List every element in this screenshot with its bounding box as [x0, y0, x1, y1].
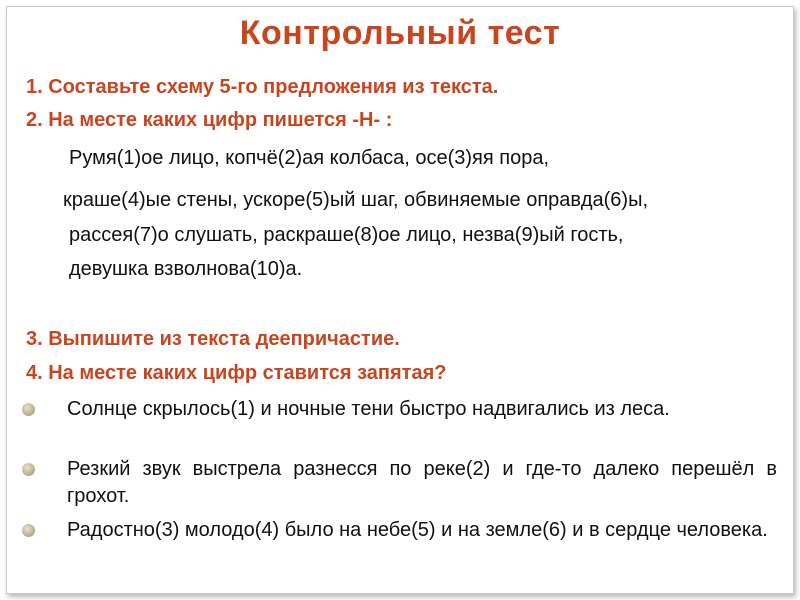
question-4: 4. На месте каких цифр ставится запятая? [26, 362, 447, 384]
sentence-1: Солнце скрылось(1) и ночные тени быстро надвигались из леса. [67, 398, 670, 420]
question-3: 3. Выпишите из текста деепричастие. [26, 328, 400, 350]
words-line-1: Румя(1)ое лицо, копчё(2)ая колбаса, осе(3)яя пора, [69, 147, 550, 169]
sentence-3: Радостно(3) молодо(4) было на небе(5) и на земле(6) и в сердце человека. [67, 519, 768, 541]
sentence-2: Резкий звук выстрела разнесся по реке(2) и где-то далеко перешёл в грохот. [67, 458, 777, 507]
bullet-icon [22, 524, 35, 537]
bullet-icon [22, 463, 35, 476]
question-2: 2. На месте каких цифр пишется -Н- : [26, 109, 393, 131]
bullet-icon [22, 403, 35, 416]
words-line-2: краше(4)ые стены, ускоре(5)ый шаг, обвиняемые оправда(6)ы, [63, 189, 648, 211]
slide-title: Контрольный тест [239, 14, 561, 52]
words-line-4: девушка взволнова(10)а. [69, 258, 303, 280]
question-1: 1. Составьте схему 5-го предложения из текста. [26, 76, 499, 98]
words-line-3: рассея(7)о слушать, раскраше(8)ое лицо, незва(9)ый гость, [69, 224, 624, 246]
